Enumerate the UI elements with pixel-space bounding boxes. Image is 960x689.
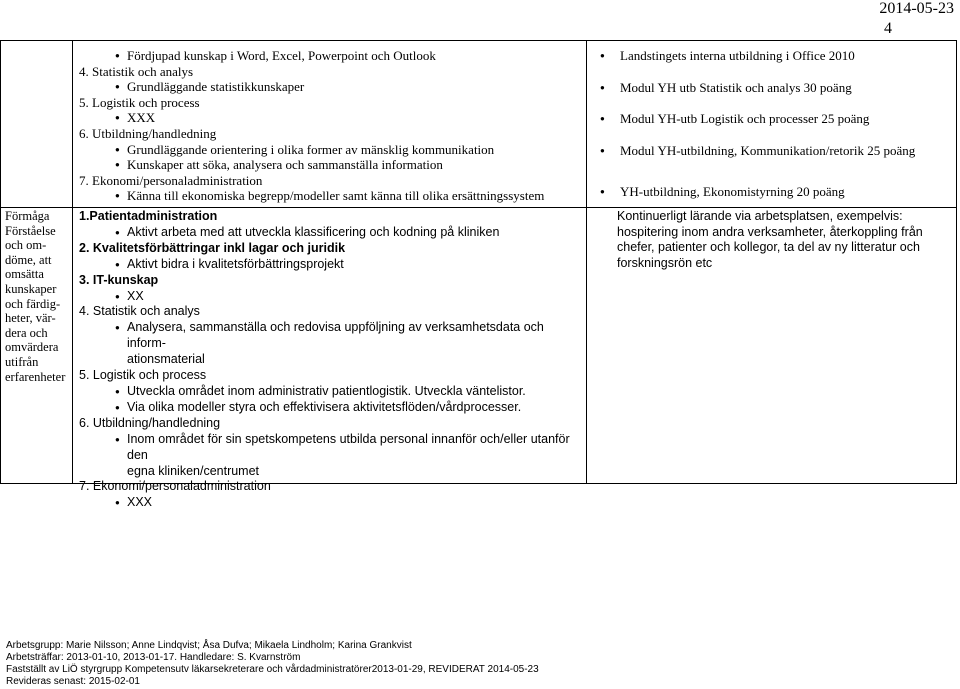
- label-line: erfarenheter: [5, 369, 66, 384]
- training-item: ● Modul YH utb Statistik och analys 30 poäng: [598, 80, 852, 96]
- list-item: ● Känna till ekonomiska begrepp/modeller samt känna till olika ersättningssystem: [79, 188, 584, 204]
- label-line: Förmåga: [5, 209, 50, 223]
- training-item: ● Modul YH-utb Logistik och processer 25 poäng: [598, 111, 869, 127]
- left-label-cell: [5, 209, 71, 384]
- list-item: ● Analysera, sammanställa och redovisa uppföljning av verksamhetsdata och inform-: [79, 320, 584, 352]
- table-divider-2: [586, 40, 587, 483]
- list-item-continuation: egna kliniken/centrumet: [127, 463, 260, 478]
- label-line: och färdig-: [5, 296, 61, 311]
- page-number: 4: [884, 20, 892, 37]
- list-item: ● Utveckla området inom administrativ patientlogistik. Utveckla väntelistor.: [79, 384, 584, 400]
- table-row-divider: [0, 207, 957, 208]
- section-heading: 6. Utbildning/handledning: [79, 125, 217, 141]
- label-line: och om-: [5, 238, 47, 253]
- section-heading: 4. Statistik och analys: [79, 63, 194, 79]
- section-heading: 5. Logistik och process: [79, 368, 207, 383]
- list-item: ● XX: [79, 289, 584, 305]
- list-item: ● Aktivt bidra i kvalitetsförbättringsprojekt: [79, 257, 584, 273]
- list-item: ● Inom området för sin spetskompetens utbilda personal innanför och/eller utanför den: [79, 432, 584, 464]
- section-heading: 7. Ekonomi/personaladministration: [79, 479, 271, 494]
- label-line: Förståelse: [5, 223, 56, 238]
- list-item: ● XXX: [79, 495, 584, 511]
- section-heading: 5. Logistik och process: [79, 94, 200, 110]
- table-divider-1: [72, 40, 73, 483]
- table-border-right: [956, 40, 957, 483]
- label-line: omvärdera: [5, 340, 59, 355]
- list-item: ● XXX: [79, 110, 584, 126]
- list-item: ● Kunskaper att söka, analysera och sammanställa information: [79, 157, 584, 173]
- training-item: ● Landstingets interna utbildning i Office 2010: [598, 48, 855, 64]
- label-line: kunskaper: [5, 281, 57, 296]
- footer-line: Revideras senast: 2015-02-01: [6, 676, 140, 687]
- list-item: ● Via olika modeller styra och effektivisera aktivitetsflöden/vårdprocesser.: [79, 400, 584, 416]
- section-heading: 2. Kvalitetsförbättringar inkl lagar och juridik: [79, 240, 346, 255]
- footer-line: Arbetsträffar: 2013-01-10, 2013-01-17. Handledare: S. Kvarnström: [6, 652, 301, 663]
- section-heading: 1.Patientadministration: [79, 209, 218, 223]
- training-item: ● Modul YH-utbildning, Kommunikation/retorik 25 poäng: [598, 143, 915, 159]
- section-heading: 7. Ekonomi/personaladministration: [79, 172, 263, 188]
- label-line: heter, vär-: [5, 311, 56, 326]
- table-border-left: [0, 40, 1, 483]
- bottom-middle-cell: [79, 209, 584, 511]
- footer-line: Arbetsgrupp: Marie Nilsson; Anne Lindqvist; Åsa Dufva; Mikaela Lindholm; Karina Grankvist: [6, 640, 412, 651]
- label-line: döme, att: [5, 252, 52, 267]
- top-middle-cell: [79, 48, 584, 204]
- learning-line: chefer, patienter och kollegor, ta del av ny litteratur och: [617, 240, 920, 255]
- label-line: utifrån: [5, 354, 39, 369]
- header-date: 2014-05-23: [879, 0, 954, 17]
- section-heading: 4. Statistik och analys: [79, 304, 200, 319]
- list-item: ● Aktivt arbeta med att utveckla klassificering och kodning på kliniken: [79, 225, 584, 241]
- learning-line: hospitering inom andra verksamheter, återkoppling från: [617, 224, 923, 239]
- learning-line: Kontinuerligt lärande via arbetsplatsen, exempelvis:: [617, 209, 903, 223]
- list-item: ● Grundläggande orientering i olika former av mänsklig kommunikation: [79, 142, 584, 158]
- list-item: ● Grundläggande statistikkunskaper: [79, 79, 584, 95]
- learning-line: forskningsrön etc: [617, 255, 713, 270]
- list-item-continuation: ationsmaterial: [127, 352, 205, 367]
- document-footer: [6, 640, 539, 688]
- footer-line: Fastställt av LiÖ styrgrupp Kompetensutv läkarsekreterare och vårdadministratörer2013-01-29, REVIDERAT 2014-05-23: [6, 664, 539, 675]
- training-item: ● YH-utbildning, Ekonomistyrning 20 poäng: [598, 184, 845, 200]
- list-item: ● Fördjupad kunskap i Word, Excel, Powerpoint och Outlook: [79, 48, 584, 64]
- label-line: dera och: [5, 325, 48, 340]
- section-heading: 3. IT-kunskap: [79, 272, 159, 287]
- section-heading: 6. Utbildning/handledning: [79, 415, 221, 430]
- label-line: omsätta: [5, 267, 44, 282]
- bottom-right-cell: [617, 209, 953, 271]
